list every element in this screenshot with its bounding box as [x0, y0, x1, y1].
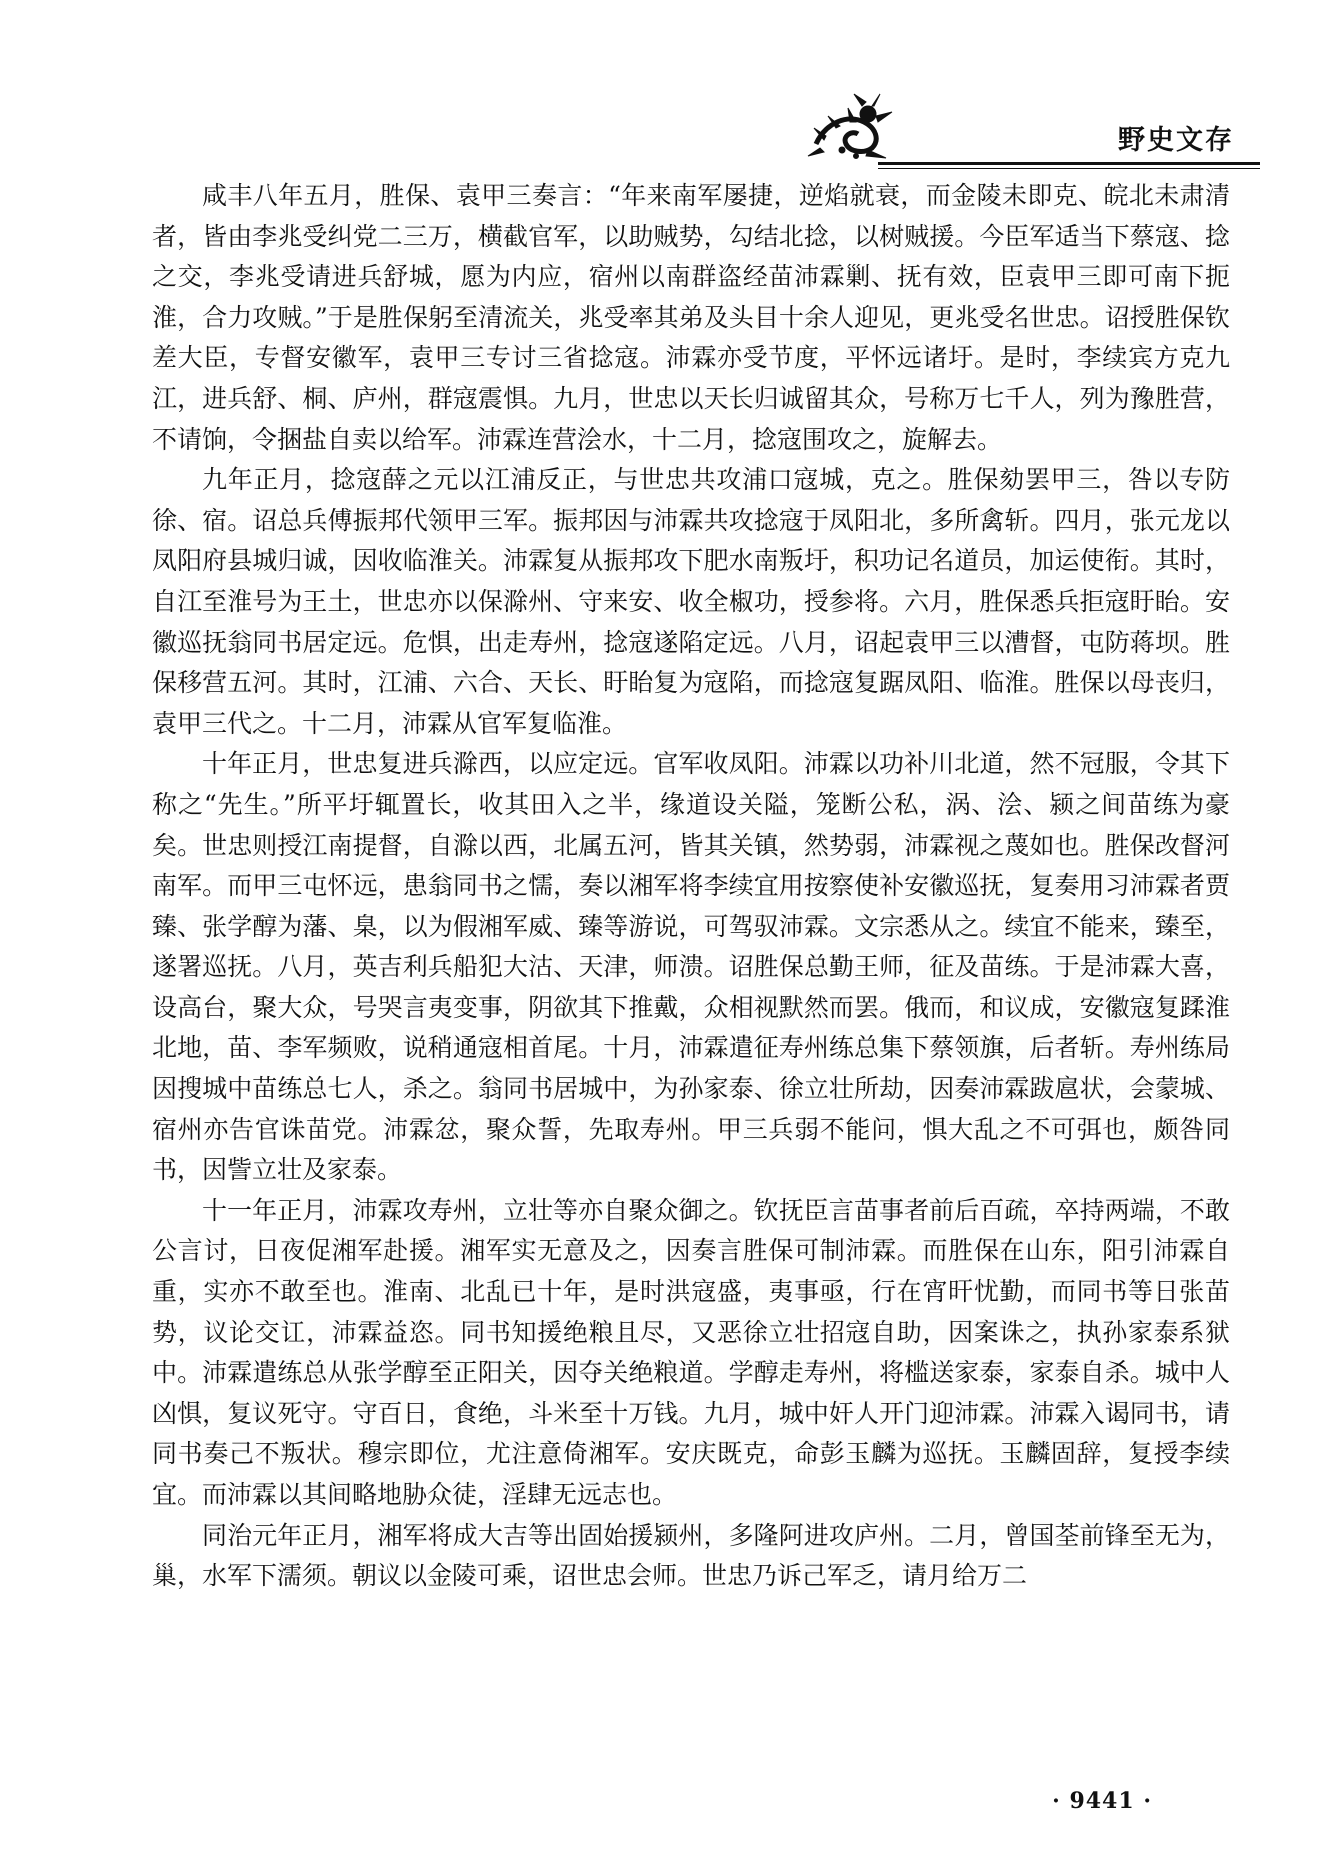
paragraph: 十年正月，世忠复进兵滁西，以应定远。官军收凤阳。沛霖以功补川北道，然不冠服，令其下称之“先生。”所平圩辄置长，收其田入之半，缘道设关隘，笼断公私，涡、浍、颍之间苗练为豪矣。世忠则授江南提督，自滁以西，北属五河，皆其关镇，然势弱，沛霖视之蔑如也。胜保改督河南军。而甲三屯怀远，患翁同书之懦，奏以湘军将李续宜用按察使补安徽巡抚，复奏用习沛霖者贾臻、张学醇为藩、臬，以为假湘军威、臻等游说，可驾驭沛霖。文宗悉从之。续宜不能来，臻至，遂署巡抚。八月，英吉利兵船犯大沽、天津，师溃。诏胜保总勤王师，征及苗练。于是沛霖大喜，设高台，聚大众，号哭言夷变事，阴欲其下推戴，众相视默然而罢。俄而，和议成，安徽寇复蹂淮北地，苗、李军频败，说稍通寇相首尾。十月，沛霖遣征寿州练总集下蔡领旗，后者斩。寿州练局因搜城中苗练总七人，杀之。翁同书居城中，为孙家泰、徐立壮所劫，因奏沛霖跋扈状，会蒙城、宿州亦告官诛苗党。沛霖忿，聚众誓，先取寿州。甲三兵弱不能问，惧大乱之不可弭也，颇咎同书，因訾立壮及家泰。 [152, 749, 1230, 1185]
paragraph: 九年正月，捻寇薛之元以江浦反正，与世忠共攻浦口寇城，克之。胜保劾罢甲三，咎以专防徐、宿。诏总兵傅振邦代领甲三军。振邦因与沛霖共攻捻寇于凤阳北，多所禽斩。四月，张元龙以凤阳府县城归诚，因收临淮关。沛霖复从振邦攻下肥水南叛圩，积功记名道员，加运使衔。其时，自江至淮号为王土，世忠亦以保滁州、守来安、收全椒功，授参将。六月，胜保悉兵拒寇盱眙。安徽巡抚翁同书居定远。危惧，出走寿州，捻寇遂陷定远。八月，诏起袁甲三以漕督，屯防蒋坝。胜保移营五河。其时，江浦、六合、天长、盱眙复为寇陷，而捻寇复踞凤阳、临淮。胜保以母丧归，袁甲三代之。十二月，沛霖从官军复临淮。 [152, 465, 1230, 738]
running-header [790, 92, 1260, 162]
body-text [152, 176, 1230, 1597]
header-title: 野史文存 [1118, 125, 1234, 156]
header-rule [878, 162, 1260, 165]
page-number: · 9441 · [1052, 1788, 1152, 1814]
paragraph: 十一年正月，沛霖攻寿州，立壮等亦自聚众御之。钦抚臣言苗事者前后百疏，卒持两端，不敢公言讨，日夜促湘军赴援。湘军实无意及之，因奏言胜保可制沛霖。而胜保在山东，阳引沛霖自重，实亦不敢至也。淮南、北乱已十年，是时洪寇盛，夷事亟，行在宵旰忧勤，而同书等日张苗势，议论交讧，沛霖益恣。同书知援绝粮且尽，又恶徐立壮招寇自助，因案诛之，执孙家泰系狱中。沛霖遣练总从张学醇至正阳关，因夺关绝粮道。学醇走寿州，将槛送家泰，家泰自杀。城中人凶惧，复议死守。守百日，食绝，斗米至十万钱。九月，城中奸人开门迎沛霖。沛霖入谒同书，请同书奏己不叛状。穆宗即位，尤注意倚湘军。安庆既克，命彭玉麟为巡抚。玉麟固辞，复授李续宜。而沛霖以其间略地胁众徒，淫肆无远志也。 [152, 1195, 1230, 1509]
paragraph: 咸丰八年五月，胜保、袁甲三奏言：“年来南军屡捷，逆焰就衰，而金陵未即克、皖北未肃清者，皆由李兆受纠党二三万，横截官军，以助贼势，勾结北捻，以树贼援。今臣军适当下蔡寇、捻之交，李兆受请进兵舒城，愿为内应，宿州以南群盗经苗沛霖剿、抚有效，臣袁甲三即可南下扼淮，合力攻贼。”于是胜保躬至清流关，兆受率其弟及头目十余人迎见，更兆受名世忠。诏授胜保钦差大臣，专督安徽军，袁甲三专讨三省捻寇。沛霖亦受节度，平怀远诸圩。是时，李续宾方克九江，进兵舒、桐、庐州，群寇震惧。九月，世忠以天长归诚留其众，号称万七千人，列为豫胜营，不请饷，令捆盐自卖以给军。沛霖连营浍水，十二月，捻寇围攻之，旋解去。 [152, 181, 1230, 454]
paragraph: 同治元年正月，湘军将成大吉等出固始援颍州，多隆阿进攻庐州。二月，曾国荃前锋至无为，巢，水军下濡须。朝议以金陵可乘，诏世忠会师。世忠乃诉己军乏，请月给万二 [152, 1520, 1230, 1591]
dragon-emblem-icon [806, 92, 898, 162]
header-rule-thin [878, 168, 1260, 169]
